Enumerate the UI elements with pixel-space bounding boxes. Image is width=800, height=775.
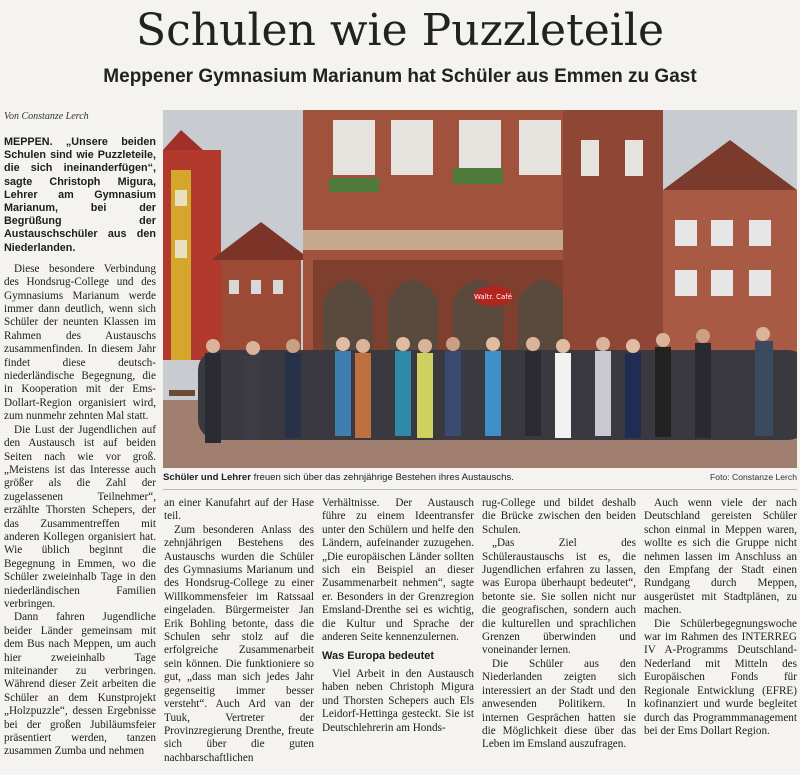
article-column-5 xyxy=(644,497,797,772)
svg-text:Waltr. Café: Waltr. Café xyxy=(473,293,513,301)
body-paragraph: rug-College und bildet deshalb die Brücke zwischen den beiden Schulen. xyxy=(482,497,636,536)
caption-rule xyxy=(163,489,797,490)
body-paragraph: Dann fahren Jugendliche beider Länder gemeinsam mit dem Bus nach Meppen, um auch hier zweieinhalb Tage miteinander zu verbringen. Während dieser Zeit arbeiten die Schüler an dem Kunstprojekt „Holzpuzzle“, dessen Ergebnisse bei der großen Jubiläumsfeier präsentiert werden, tanzen zusammen Zumba und nehmen xyxy=(4,611,156,758)
photo-caption xyxy=(163,472,797,483)
byline: Von Constanze Lerch xyxy=(4,111,89,122)
caption-text: freuen sich über das zehnjährige Bestehen ihres Austauschs. xyxy=(250,472,514,483)
group-photo-illustration xyxy=(163,110,797,468)
body-paragraph: Auch wenn viele der nach Deutschland gereisten Schüler schon einmal in Meppen waren, wollte es sich die Gruppe nicht nehmen lassen im Anschluss an den Empfang der Stadt einen Rundgang durch Meppen, ausgerüstet mit Stadtplänen, zu machen. xyxy=(644,497,797,617)
headline: Schulen wie Puzzleteile xyxy=(136,5,664,56)
photo-credit: Foto: Constanze Lerch xyxy=(710,472,797,482)
body-paragraph: Die Schüler aus den Niederlanden zeigten sich interessiert an der Stadt und den anwesenden Politikern. In internen Gesprächen hatten sie die Möglichkeit diese über das Leben im Emsland auszufragen. xyxy=(482,657,636,751)
article-column-1 xyxy=(4,136,156,772)
subheadline: Meppener Gymnasium Marianum hat Schüler aus Emmen zu Gast xyxy=(103,66,697,87)
body-paragraph: Die Schülerbegegnungswoche war im Rahmen des INTERREG IV A-Programms Deutschland-Nederland mit Mitteln des Europäischen Fonds für Regionale Entwicklung (EFRE) kofinanziert und wurde begleitet durch das Programmmanagement bei der Ems Dollart Region. xyxy=(644,617,797,737)
article-column-3 xyxy=(322,497,474,772)
lead-paragraph: MEPPEN. „Unsere beiden Schulen sind wie Puzzleteile, die sich ineinanderfügen“, sagte Christoph Migura, Lehrer am Gymnasium Marianum, bei der Begrüßung der Austauschschüler aus den Niederlanden. xyxy=(4,136,156,254)
body-paragraph: an einer Kanufahrt auf der Hase teil. xyxy=(164,497,314,523)
article-column-2 xyxy=(164,497,314,772)
body-paragraph: Viel Arbeit in den Austausch haben neben Christoph Migura und Thorsten Schepers auch Els Leidorf-Hettinga gesteckt. Sie ist Deutschlehrerin am Honds- xyxy=(322,667,474,734)
article-column-4 xyxy=(482,497,636,772)
subheading: Was Europa bedeutet xyxy=(322,650,435,663)
body-paragraph: Diese besondere Verbindung des Hondsrug-College und des Gymnasiums Marianum werde immer dann deutlich, wenn sich Schüler der neunten Klassen im Rahmen des Austauschs zusammenfinden. In diesem Jahr findet diese deutsch-niederländische Begegnung, die in Kooperation mit der Ems-Dollart-Region organisiert wird, zum nunmehr zehnten Mal statt. xyxy=(4,262,156,423)
caption-bold: Schüler und Lehrer xyxy=(163,472,251,483)
body-paragraph: Zum besonderen Anlass des zehnjährigen Bestehens des Austauschs wurden die Schüler des Gymnasiums Marianum und des Hondsrug-College zu einer Willkommensfeier im Ratssaal eingeladen. Bürgermeister Jan Erik Bohling betonte, dass die Schulen sehr stolz auf die erfolgreiche Zusammenarbeit sein können. Die funktioniere so gut, „dass man sich jedes Jahr gegenseitig immer besser versteht“. Auch Ard van der Tuuk, Vertreter der Provinzregierung Drenthe, freute sich über die guten nachbarschaftlichen xyxy=(164,523,314,764)
body-paragraph: Verhältnisse. Der Austausch führe zu einem Ideentransfer unter den Schülern und helfe den Ländern, aufeinander zuzugehen. „Die europäischen Länder sollten sich ein Beispiel an dieser Zusammenarbeit nehmen“, sagte er. Besonders in der Grenzregion Emsland-Drenthe sei es wichtig, die Kultur und Sprache der anderen Seite kennenzulernen. xyxy=(322,497,474,644)
group-photo xyxy=(163,110,797,468)
body-paragraph: „Das Ziel des Schüleraustauschs ist es, die Jugendlichen erfahren zu lassen, was Europa überhaupt bedeutet“, betonte sie. Sie sollen nicht nur die geografischen, sondern auch die kulturellen und sprachlichen Grenzen überwinden und voneinander lernen. xyxy=(482,537,636,657)
body-paragraph: Die Lust der Jugendlichen auf den Austausch ist auf beiden Seiten nach wie vor groß. „Meistens ist das Interesse auch größer als die Zahl der zugelassenen Teilnehmer“, erzählte Thorsten Schepers, der das Zusammentreffen mit anderen Kollegen organisiert hat. Wie üblich beginnt die Begegnung in Emmen, wo die Schüler zweieinhalb Tage in den niederländischen Familien verbringen. xyxy=(4,423,156,610)
